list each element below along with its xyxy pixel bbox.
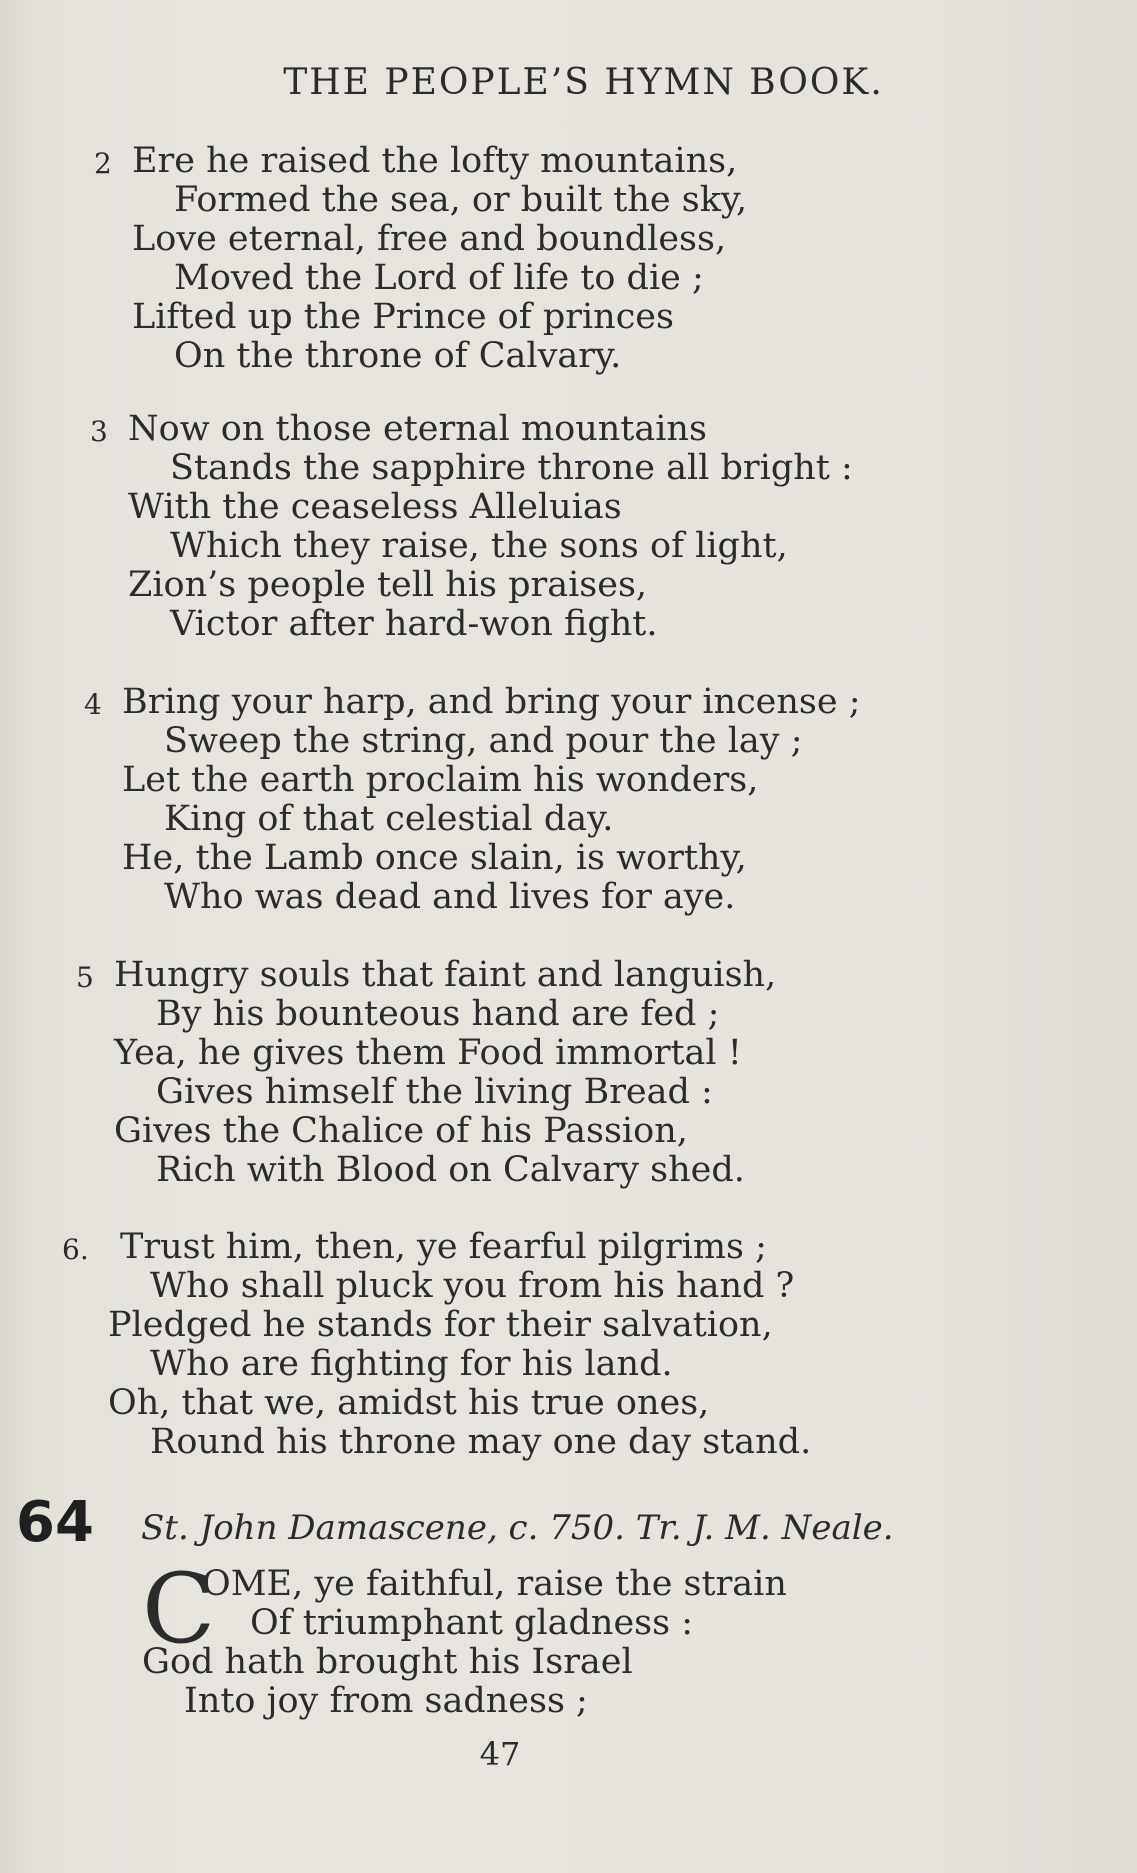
verse-line: Who are fighting for his land.	[150, 1344, 673, 1384]
verse-2	[94, 141, 748, 376]
verse-line: King of that celestial day.	[164, 799, 614, 839]
verse-4	[84, 682, 861, 917]
verse-3	[90, 409, 853, 644]
drop-cap: C	[142, 1553, 216, 1665]
verse-line: Victor after hard-won fight.	[170, 604, 658, 644]
verse-line: Trust him, then, ye fearful pilgrims ;	[120, 1227, 767, 1267]
verse-line: Rich with Blood on Calvary shed.	[156, 1150, 745, 1190]
verse-line: On the throne of Calvary.	[174, 336, 622, 376]
verse-line: He, the Lamb once slain, is worthy,	[122, 838, 747, 878]
verse-number: 5	[76, 961, 94, 994]
hymn-line: Of triumphant gladness :	[250, 1603, 694, 1643]
verse-number: 2	[94, 147, 112, 180]
hymn-line: God hath brought his Israel	[142, 1642, 633, 1682]
hymn-attribution: St. John Damascene, c. 750. Tr. J. M. Neale.	[141, 1508, 894, 1548]
hymn-body	[142, 1553, 787, 1721]
verse-line: Bring your harp, and bring your incense ;	[122, 682, 861, 722]
verse-line: Round his throne may one day stand.	[150, 1422, 812, 1462]
hymn-line: OME, ye faithful, raise the strain	[202, 1564, 787, 1604]
verse-line: Who was dead and lives for aye.	[164, 877, 736, 917]
verse-line: Moved the Lord of life to die ;	[174, 258, 704, 298]
running-head: THE PEOPLE’S HYMN BOOK.	[283, 62, 884, 103]
verse-line: Oh, that we, amidst his true ones,	[108, 1383, 710, 1423]
verse-line: Stands the sapphire throne all bright :	[170, 448, 853, 488]
verse-line: Which they raise, the sons of light,	[170, 526, 788, 566]
verse-number: 3	[90, 415, 108, 448]
verse-line: With the ceaseless Alleluias	[128, 487, 622, 527]
verse-line: Formed the sea, or built the sky,	[174, 180, 748, 220]
verse-6	[62, 1227, 812, 1462]
verse-line: Yea, he gives them Food immortal !	[114, 1033, 742, 1073]
page-number: 47	[479, 1735, 521, 1773]
verse-line: Ere he raised the lofty mountains,	[132, 141, 738, 181]
verse-line: Now on those eternal mountains	[128, 409, 707, 449]
hymn-number: 64	[16, 1490, 94, 1555]
verse-5	[76, 955, 777, 1190]
verse-line: Sweep the string, and pour the lay ;	[164, 721, 803, 761]
hymn-header	[16, 1490, 1126, 1560]
verse-line: By his bounteous hand are fed ;	[156, 994, 720, 1034]
hymn-line: Into joy from sadness ;	[184, 1681, 588, 1721]
verse-number: 6.	[62, 1233, 89, 1266]
verse-line: Who shall pluck you from his hand ?	[150, 1266, 795, 1306]
verse-line: Lifted up the Prince of princes	[132, 297, 674, 337]
verse-line: Love eternal, free and boundless,	[132, 219, 727, 259]
verse-number: 4	[84, 688, 102, 721]
verse-line: Let the earth proclaim his wonders,	[122, 760, 759, 800]
verse-line: Pledged he stands for their salvation,	[108, 1305, 773, 1345]
verse-line: Hungry souls that faint and languish,	[114, 955, 777, 995]
verse-line: Gives the Chalice of his Passion,	[114, 1111, 688, 1151]
verse-line: Zion’s people tell his praises,	[128, 565, 648, 605]
verse-line: Gives himself the living Bread :	[156, 1072, 713, 1112]
